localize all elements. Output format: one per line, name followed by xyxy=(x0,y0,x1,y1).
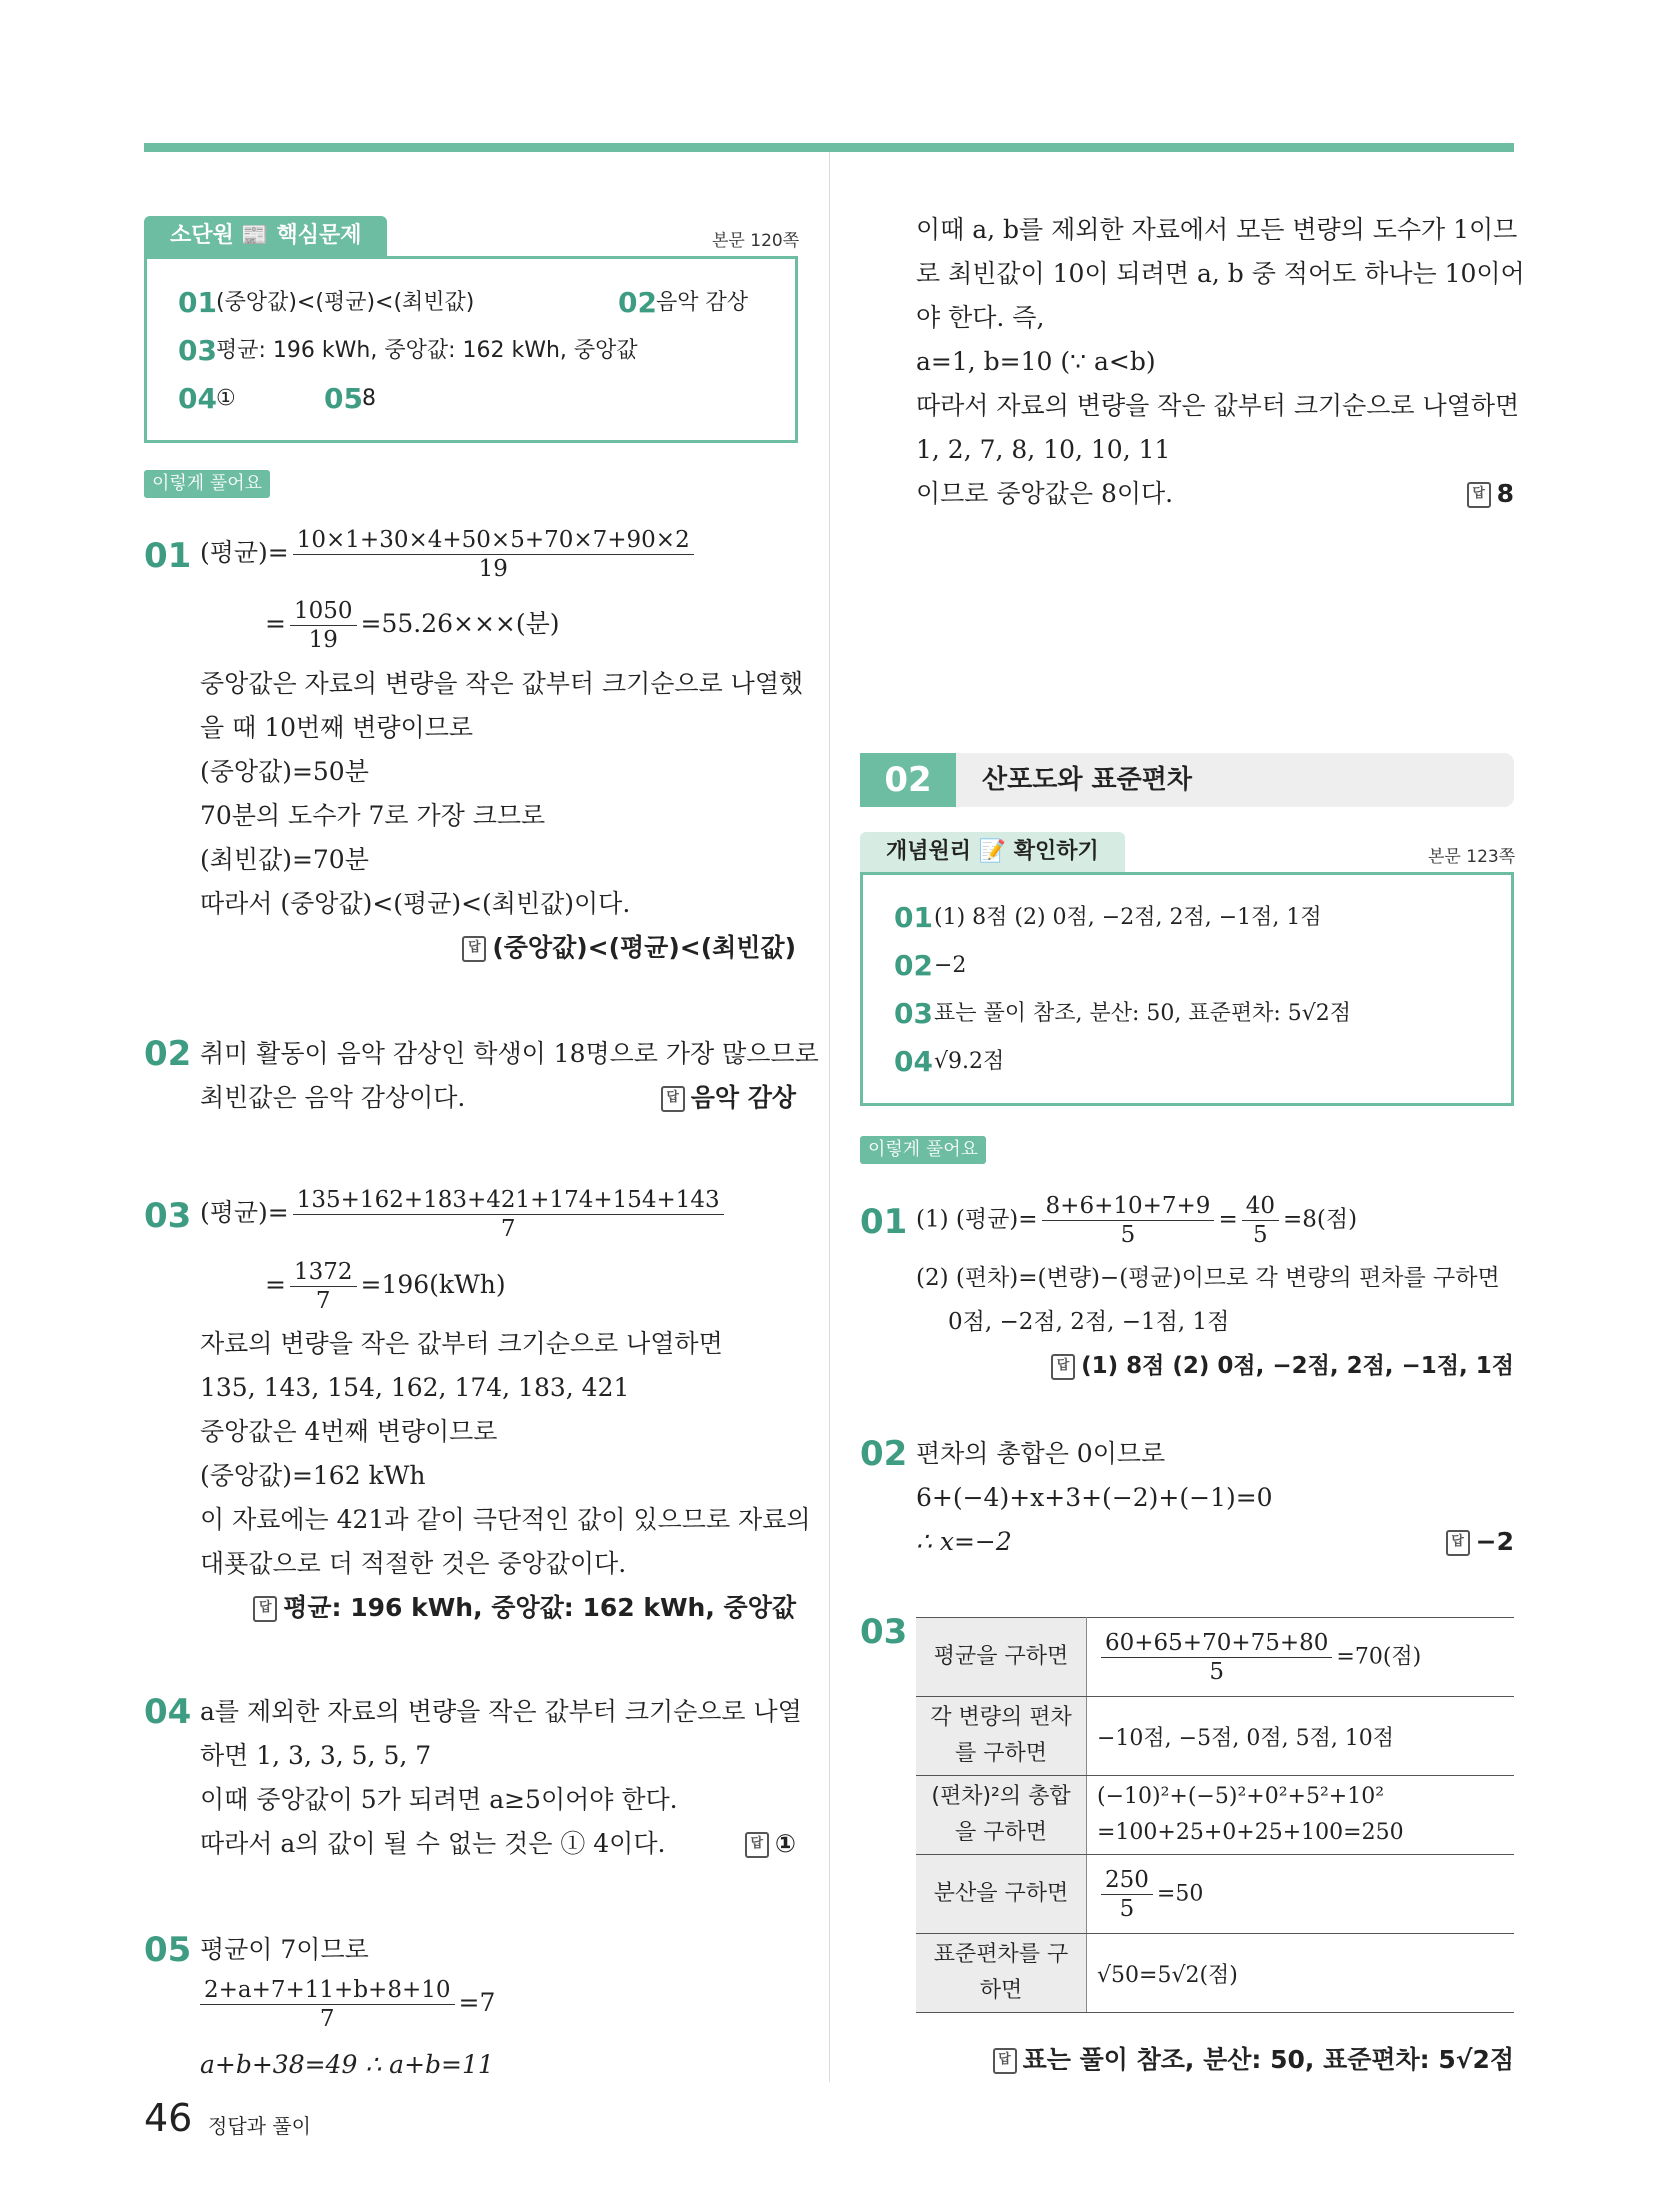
problem-number: 02 xyxy=(860,1434,908,1474)
text-line: (중앙값)=162 kWh xyxy=(200,1461,426,1490)
answer-icon: 답 xyxy=(462,936,486,962)
answer-number: 01 xyxy=(894,901,933,934)
right-page-reference: 본문 123쪽 xyxy=(1428,847,1516,867)
answer-icon: 답 xyxy=(745,1832,769,1858)
table-row xyxy=(916,1934,1514,2013)
text-line: 이 자료에는 421과 같이 극단적인 값이 있으므로 자료의 xyxy=(200,1505,811,1534)
problem-number: 03 xyxy=(860,1612,908,1652)
problem-number: 02 xyxy=(144,1034,192,1074)
problem-number: 01 xyxy=(144,536,192,576)
formula-line: $\frac{2+a+7+11+b+8+10}{7}$ =7 xyxy=(196,1976,495,2033)
problem-number: 01 xyxy=(860,1202,908,1242)
text-line: 자료의 변량을 작은 값부터 크기순으로 나열하면 xyxy=(200,1329,723,1358)
answer-text: 8 xyxy=(362,386,376,411)
answer-text: −2 xyxy=(934,953,967,978)
text-line: 대푯값으로 더 적절한 것은 중앙값이다. xyxy=(200,1549,627,1578)
text-line: (중앙값)=50분 xyxy=(200,757,369,786)
text-line: 취미 활동이 음악 감상인 학생이 18명으로 가장 많으므로 xyxy=(200,1039,819,1068)
answer-line: 답 (중앙값)<(평균)<(최빈값) xyxy=(462,926,796,970)
answer-number: 03 xyxy=(894,997,933,1030)
text-line: 로 최빈값이 10이 되려면 a, b 중 적어도 하나는 10이어 xyxy=(916,259,1525,288)
table-row-label: 표준편차를 구하면 xyxy=(916,1934,1087,2013)
text-line: 이므로 중앙값은 8이다. xyxy=(916,479,1174,508)
table-row-label: 각 변량의 편차를 구하면 xyxy=(916,1697,1087,1776)
formula-line: (평균)= $\frac{135+162+183+421+174+154+143}{7}$ xyxy=(200,1186,728,1243)
answer-number: 02 xyxy=(618,286,657,319)
table-cell: √50=5√2(점) xyxy=(1087,1934,1515,2013)
answer-text: 표는 풀이 참조, 분산: 50, 표준편차: 5√2점 xyxy=(934,1001,1352,1026)
answer-text: 평균: 196 kWh, 중앙값: 162 kWh, 중앙값 xyxy=(216,338,638,363)
text-line: 이때 a, b를 제외한 자료에서 모든 변량의 도수가 1이므 xyxy=(916,215,1518,244)
table-cell: (−10)²+(−5)²+0²+5²+10² =100+25+0+25+100=250 xyxy=(1087,1776,1515,1855)
text-line: 이때 중앙값이 5가 되려면 a≥5이어야 한다. xyxy=(200,1785,678,1814)
table-cell: $\frac{60+65+70+75+80}{5}$ =70(점) xyxy=(1087,1618,1515,1697)
text-line: 중앙값은 4번째 변량이므로 xyxy=(200,1417,498,1446)
answer-text: 음악 감상 xyxy=(656,290,749,315)
problem-number: 03 xyxy=(144,1196,192,1236)
formula-line: (평균)= $\frac{10\times 1+30\times 4+50\times 5+70\times 7+90\times 2}{19}$ xyxy=(200,526,698,583)
answer-line: 답 −2 xyxy=(1446,1520,1514,1564)
table-row-label: 분산을 구하면 xyxy=(916,1855,1087,1934)
answer-line: 답 음악 감상 xyxy=(661,1076,796,1120)
table-row xyxy=(916,1776,1514,1855)
text-line: 따라서 (중앙값)<(평균)<(최빈값)이다. xyxy=(200,889,631,918)
answer-icon: 답 xyxy=(1467,482,1491,508)
text-line: (최빈값)=70분 xyxy=(200,845,369,874)
text-line: 135, 143, 154, 162, 174, 183, 421 xyxy=(200,1373,630,1402)
text-line: 중앙값은 자료의 변량을 작은 값부터 크기순으로 나열했 xyxy=(200,669,804,698)
text-line: (2) (편차)=(변량)−(평균)이므로 각 변량의 편차를 구하면 xyxy=(916,1265,1500,1291)
formula-line: (1) (평균)= $\frac{8+6+10+7+9}{5}$ = $\frac{40}{5}$ =8(점) xyxy=(916,1193,1358,1248)
answer-text: (1) 8점 (2) 0점, −2점, 2점, −1점, 1점 xyxy=(934,905,1322,930)
text-line: 따라서 자료의 변량을 작은 값부터 크기순으로 나열하면 xyxy=(916,391,1520,420)
solution-badge: 이렇게 풀어요 xyxy=(860,1136,986,1164)
text-line: 을 때 10번째 변량이므로 xyxy=(200,713,474,742)
text-line: a를 제외한 자료의 변량을 작은 값부터 크기순으로 나열 xyxy=(200,1697,802,1726)
table-cell: $\frac{250}{5}$ =50 xyxy=(1087,1855,1515,1934)
answer-icon: 답 xyxy=(661,1086,685,1112)
answer-icon: 답 xyxy=(253,1596,277,1622)
text-line: a+b+38=49 ∴ a+b=11 xyxy=(200,2050,494,2079)
text-line: 편차의 총합은 0이므로 xyxy=(916,1439,1166,1468)
answer-number: 02 xyxy=(894,949,933,982)
table-row xyxy=(916,1697,1514,1776)
problem-number: 05 xyxy=(144,1930,192,1970)
text-line: 1, 2, 7, 8, 10, 10, 11 xyxy=(916,435,1171,464)
top-rule xyxy=(144,143,1514,152)
answer-number: 04 xyxy=(894,1045,933,1078)
answer-line: 답 (1) 8점 (2) 0점, −2점, 2점, −1점, 1점 xyxy=(1051,1344,1514,1388)
text-line: 최빈값은 음악 감상이다. xyxy=(200,1083,466,1112)
answer-line: 답 표는 풀이 참조, 분산: 50, 표준편차: 5√2점 xyxy=(993,2038,1514,2082)
text-line: 0점, −2점, 2점, −1점, 1점 xyxy=(948,1309,1230,1335)
answer-text: √9.2점 xyxy=(934,1049,1005,1074)
table-row xyxy=(916,1618,1514,1697)
answer-number: 05 xyxy=(324,382,363,415)
answer-line: 답 ① xyxy=(745,1822,796,1866)
text-line: 야 한다. 즉, xyxy=(916,303,1045,332)
variance-calculation-table xyxy=(916,1617,1514,2013)
answer-number: 04 xyxy=(178,382,217,415)
text-line: 70분의 도수가 7로 가장 크므로 xyxy=(200,801,546,830)
page-number: 46 xyxy=(144,2096,193,2140)
answer-icon: 답 xyxy=(993,2048,1017,2074)
answer-text: ① xyxy=(216,386,236,411)
table-cell: −10점, −5점, 0점, 5점, 10점 xyxy=(1087,1697,1515,1776)
core-problems-tab: 소단원 📰 핵심문제 xyxy=(144,216,387,256)
table-row xyxy=(916,1855,1514,1934)
formula-line: = $\frac{1372}{7}$ =196(kWh) xyxy=(265,1259,506,1314)
answer-number: 03 xyxy=(178,334,217,367)
footer-label: 정답과 풀이 xyxy=(208,2114,311,2138)
problem-number: 04 xyxy=(144,1692,192,1732)
answer-icon: 답 xyxy=(1446,1530,1470,1556)
section-title: 산포도와 표준편차 xyxy=(982,765,1192,795)
answer-icon: 답 xyxy=(1051,1354,1075,1380)
text-line: ∴ x=−2 xyxy=(916,1527,1012,1556)
answer-number: 01 xyxy=(178,286,217,319)
table-row-label: 평균을 구하면 xyxy=(916,1618,1087,1697)
left-page-reference: 본문 120쪽 xyxy=(712,231,800,251)
column-divider xyxy=(829,152,830,2082)
answer-line: 답 8 xyxy=(1467,472,1514,516)
text-line: 6+(−4)+x+3+(−2)+(−1)=0 xyxy=(916,1483,1273,1512)
formula-line: = $\frac{1050}{19}$ =55.26×××(분) xyxy=(265,598,560,653)
text-line: 하면 1, 3, 3, 5, 5, 7 xyxy=(200,1741,432,1770)
solution-badge: 이렇게 풀어요 xyxy=(144,470,270,498)
concept-check-tab: 개념원리 📝 확인하기 xyxy=(860,832,1125,872)
text-line: a=1, b=10 (∵ a<b) xyxy=(916,347,1156,376)
text-line: 평균이 7이므로 xyxy=(200,1935,369,1964)
answer-line: 답 평균: 196 kWh, 중앙값: 162 kWh, 중앙값 xyxy=(253,1586,796,1630)
answer-text: (중앙값)<(평균)<(최빈값) xyxy=(216,290,475,315)
text-line: 따라서 a의 값이 될 수 없는 것은 ① 4이다. xyxy=(200,1829,666,1858)
section-number: 02 xyxy=(860,753,956,807)
table-row-label: (편차)²의 총합을 구하면 xyxy=(916,1776,1087,1855)
